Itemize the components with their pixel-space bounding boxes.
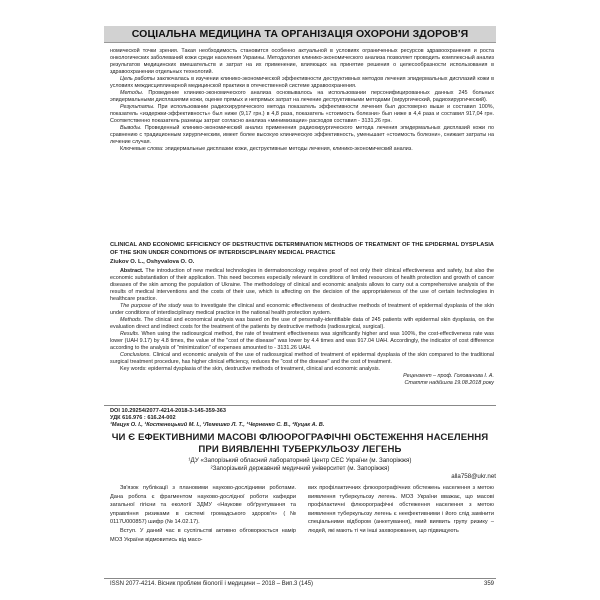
affiliation-1: ¹ДУ «Запорізький обласний лабораторний Центр СЕС України (м. Запоріжжя): [188, 457, 412, 464]
article-title: ЧИ Є ЕФЕКТИВНИМИ МАСОВІ ФЛЮОРОГРАФІЧНІ ОБСТЕЖЕННЯ НАСЕЛЕННЯ ПРИ ВИЯВЛЕННІ ТУБЕРКУЛЬОЗУ ЛЕГЕНЬ: [111, 432, 489, 455]
summary-ru-purpose-label: Цель работы: [120, 76, 156, 82]
summary-en-keywords-label: Key words:: [120, 366, 147, 372]
footer-journal: ISSN 2077-4214. Вісник проблем біології і медицини – 2018 – Вип.3 (145): [110, 581, 314, 587]
english-authors: Ziukov O. L., Oshyvalova O. O.: [110, 259, 195, 265]
summary-ru: [110, 48, 494, 153]
summary-ru-keywords-label: Ключевые слова:: [120, 146, 164, 152]
summary-en-keywords: [110, 366, 494, 373]
summary-ru-conclusions-label: Выводы.: [120, 125, 142, 131]
summary-en-purpose-text: was to investigate the clinical and economic effectiveness of destructive methods of treatment of epidermal dysplasia of the skin under conditions of interdisciplinary medical practice in the national health protection system.: [110, 303, 495, 316]
summary-en-conclusions: [110, 352, 494, 366]
summary-ru-methods: [110, 90, 494, 104]
summary-en: [110, 268, 494, 387]
summary-en-abstract-label: Abstract.: [120, 268, 144, 274]
summary-ru-results-label: Результаты.: [120, 104, 155, 110]
summary-ru-conclusions-text: Проведенный клинико-экономический анализ применения радиохирургического метода лечения эпидермальных дисплазий кожи по сравнению с традиционным хирургическим, имеет более высокую клиническую эффективность, уменьшает «стоимость болезни», снижает затраты на лечение случая.: [110, 125, 495, 145]
summary-en-results-label: Results.: [120, 331, 140, 337]
summary-en-abstract: [110, 268, 494, 303]
summary-ru-results-text: При использовании радиохирургического метода показатель эффективности лечения был достоверно выше и составил 100%, показатель «издержки-эффективность» был ниже (9,17 грн.) в 4,8 раза, показатель «стоимость болезни» был ниже в 4,4 раза и составил 917,04 грн. Соответственно показатель разницы затрат согласно анализа «минимизации» расходов составил - 3131,26 грн.: [110, 104, 495, 124]
summary-ru-results: [110, 104, 494, 125]
article-authors: ¹Мацук О. І., ¹Костенецький М. І., ¹Лемешко Л. Т., ¹Черненко С. В., ²Куцак А. В.: [110, 422, 325, 428]
article-doi: DOI 10.29254/2077-4214-2018-3-145-359-363: [110, 408, 227, 414]
contact-email[interactable]: alla758@ukr.net: [451, 473, 496, 480]
summary-en-purpose-label: The purpose of the study: [120, 303, 182, 309]
english-title: CLINICAL AND ECONOMIC EFFICIENCY OF DESTRUCTIVE DETERMINATION METHODS OF TREATMENT OF THE EPIDERMAL DYSPLASIA OF THE SKIN UNDER CONDITIONS OF INTERDISCIPLINARY MEDICAL PRACTICE: [110, 242, 494, 256]
article-column-right: [308, 484, 494, 536]
summary-ru-methods-label: Методы.: [120, 90, 144, 96]
summary-en-conclusions-label: Conclusions.: [120, 352, 151, 358]
article-relation-paragraph: Зв'язок публікації з плановими науково-дослідними роботами. Дана робота є фрагментом науково-дослідної роботи кафедри загальної гігієни та екології ЗДМУ «Наукове обґрунтування та управління ризиками в системі громадського здоров'я» (№ 0117U000857) шифр (№ 14.02.17).: [110, 485, 296, 526]
received-note: Стаття надійшла 19.08.2018 року: [404, 380, 494, 386]
summary-ru-purpose: [110, 76, 494, 90]
summary-ru-intro: номической точки зрения. Такая необходимость становится особенно актуальной в условиях ограниченных ресурсов здравоохранения и роста онкологических заболеваний кожи среди населения Украины. Методология клинико-экономического анализа позволяет проводить комплексный анализ результатов медицинских вмешательств и затрат на их применение, влияющих на принятие решения о целесообразности использования в здравоохранении отдельных технологий.: [110, 48, 494, 75]
summary-ru-conclusions: [110, 125, 494, 146]
summary-en-purpose: [110, 303, 494, 317]
article-right-paragraph: вих профілактичних флюорографічних обстежень населення з метою виявлення туберкульозу легень. МОЗ України вважає, що масові профілактичні флюорографічні обстеження населення з метою виявлення туберкульозу легень є неефективними і його слід замінити спеціальними відбором (анкетування), який виявить групу ризику – людей, які мають ті чи інші захворювання, що підвищують: [308, 485, 494, 534]
footer-rule: [104, 578, 496, 579]
summary-en-methods-label: Methods.: [120, 317, 143, 323]
section-divider: [104, 405, 496, 406]
running-header-title: СОЦІАЛЬНА МЕДИЦИНА ТА ОРГАНІЗАЦІЯ ОХОРОНИ ЗДОРОВ'Я: [131, 28, 469, 40]
summary-en-results: [110, 331, 494, 352]
running-header: [104, 26, 496, 43]
affiliation-2: ²Запорізький державний медичний університет (м. Запоріжжя): [210, 465, 390, 472]
summary-en-conclusions-text: Clinical and economic analysis of the use of radiosurgical method of treatment of epidermal dysplasia of the skin compared to the traditional surgical treatment procedure, has higher clinical efficiency, reduces the "cost of the disease" and the cost of treatment.: [110, 352, 495, 365]
summary-ru-purpose-text: заключалась в изучении клинико-экономической эффективности деструктивных методов лечения эпидермальных дисплазий кожи в условиях междисциплинарной медицинской практики в отечественной системе здравоохранения.: [110, 76, 494, 89]
summary-ru-keywords-text: эпидермальные дисплазии кожи, деструктивные методы лечения, клинико-экономический анализ.: [164, 146, 413, 152]
summary-ru-methods-text: Проведение клинико-экономического анализа основывалось на использовании персонифицированных данных 245 больных эпидермальными дисплазиями кожи, оценке прямых и непрямых затрат на лечение деструктивными методами (хирургический, радиохирургический).: [110, 90, 495, 103]
summary-en-methods: [110, 317, 494, 331]
summary-en-abstract-text: The introduction of new medical technologies in dermatooncology requires proof of not only their clinical effectiveness and safety, but also the economic substantiation of their application. This need becomes especially relevant in conditions of limited resources of health protection and growth of cancer diseases of the skin among the population of Ukraine. The methodology of clinical and economic analysis allows to carry out a comprehensive analysis of the results of medical interventions and the costs of their use, which is affecting on the decision of the appropriateness of the use of certain technologies in healthcare practice.: [110, 268, 494, 302]
article-udc: УДК 616.976 : 616.24-002: [110, 415, 176, 421]
summary-en-keywords-text: epidermal dysplasia of the skin, destructive methods of treatment, clinical and economic analysis.: [148, 366, 381, 372]
footer-page-number: 359: [483, 581, 494, 587]
article-column-left: [110, 484, 296, 544]
summary-en-results-text: When using the radiosurgical method, the rate of treatment effectiveness was significantly higher and was 100%, the cost-effectiveness rate was lower (UAH 9.17) by 4.8 times, the value of the "cost of the disease" was lower by 4.4 times and was 917.04 UAH. Accordingly, the indicator of cost difference according to the analysis of "minimization" of expenses amounted to - 3131.26 UAH.: [110, 331, 495, 351]
summary-en-methods-text: The clinical and economical analysis was based on the use of personally-identifiable data of 245 patients with epidermal skin dysplasia, on the evaluation direct and indirect costs for the treatment of the patients by destructive methods (radiosurgical, surgical).: [110, 317, 494, 330]
reviewer-note: Рецензент – проф. Голованова І. А.: [403, 373, 494, 379]
summary-ru-keywords: [110, 146, 494, 153]
article-intro-paragraph: Вступ. У даний час в суспільстві активно обговорюється намір МОЗ України відмовитись від масо-: [110, 527, 296, 543]
